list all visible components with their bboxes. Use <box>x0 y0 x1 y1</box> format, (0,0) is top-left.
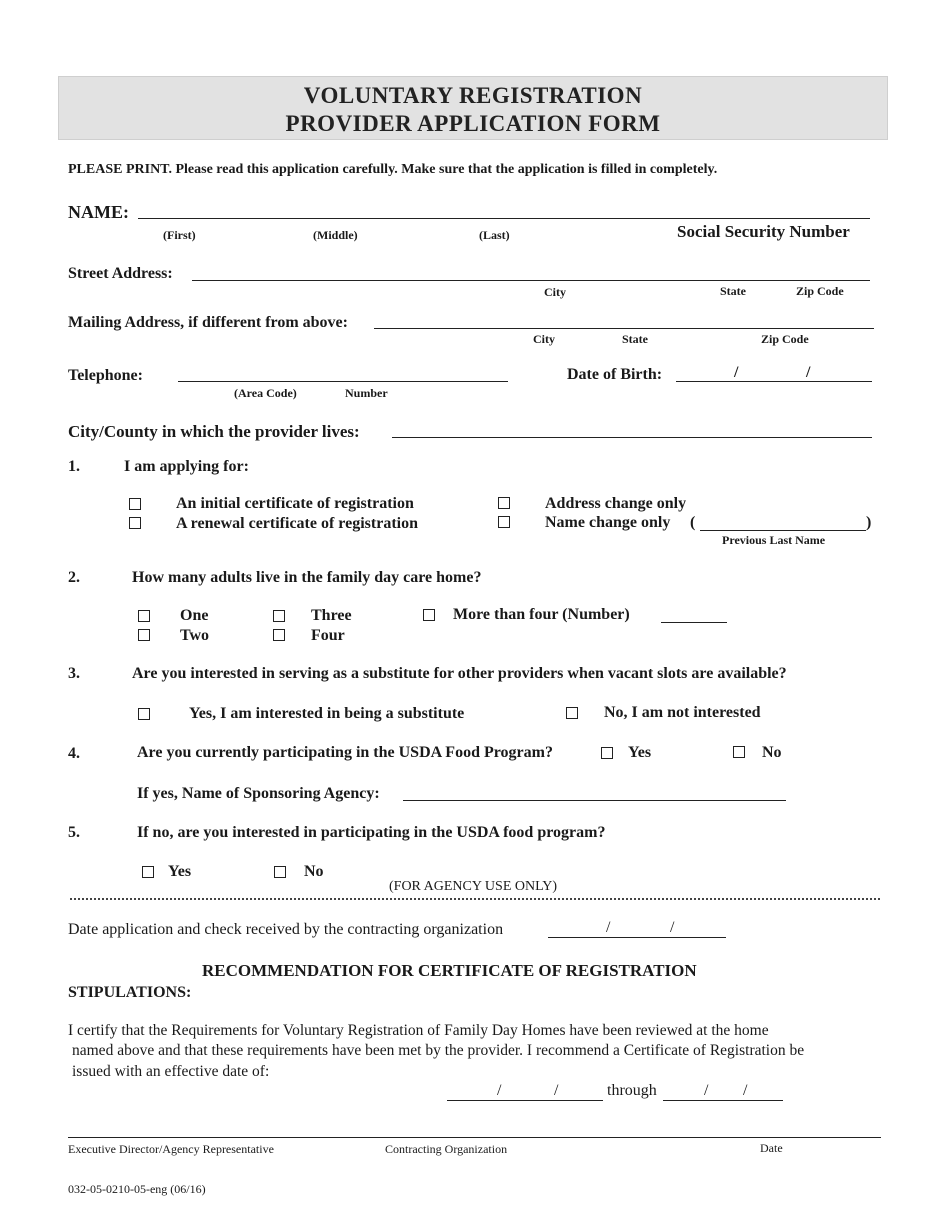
through-label: through <box>607 1082 657 1099</box>
opt-renewal-label: A renewal certificate of registration <box>176 515 418 532</box>
county-label: City/County in which the provider lives: <box>68 422 360 441</box>
opt-initial-label: An initial certificate of registration <box>176 495 414 512</box>
stipulations-label: STIPULATIONS: <box>68 984 192 1001</box>
recommendation-title: RECOMMENDATION FOR CERTIFICATE OF REGISTRATION <box>202 961 697 980</box>
q5-number: 5. <box>68 824 80 841</box>
substitute-yes-label: Yes, I am interested in being a substitute <box>189 705 465 722</box>
form-header <box>58 76 888 140</box>
dob-slash-2: / <box>806 364 811 381</box>
checkbox-food-yes[interactable] <box>142 866 154 878</box>
received-date-input-line[interactable] <box>548 937 726 938</box>
date-caption: Date <box>760 1141 783 1155</box>
street-state-caption: State <box>720 284 746 298</box>
paren-open: ( <box>690 514 696 531</box>
county-input-line[interactable] <box>392 437 872 438</box>
q3-number: 3. <box>68 665 80 682</box>
q4-number: 4. <box>68 745 80 762</box>
opt-three-label: Three <box>311 607 352 624</box>
street-address-label: Street Address: <box>68 265 173 282</box>
received-slash-2: / <box>670 919 675 936</box>
form-title-line2: PROVIDER APPLICATION FORM <box>285 111 661 136</box>
telephone-label: Telephone: <box>68 367 143 384</box>
opt-four-label: Four <box>311 627 345 644</box>
q2-number: 2. <box>68 569 80 586</box>
checkbox-usda-no[interactable] <box>733 746 745 758</box>
opt-more-label: More than four (Number) <box>453 606 630 623</box>
name-last-caption: (Last) <box>479 228 510 242</box>
mailing-address-input-line[interactable] <box>374 328 874 329</box>
effective-from-slash-1: / <box>497 1082 502 1099</box>
q2-text: How many adults live in the family day care home? <box>132 569 482 586</box>
mailing-state-caption: State <box>622 332 648 346</box>
previous-last-name-caption: Previous Last Name <box>722 533 826 547</box>
checkbox-substitute-yes[interactable] <box>138 708 150 720</box>
dob-slash-1: / <box>734 364 739 381</box>
more-than-four-number-input[interactable] <box>661 622 727 623</box>
street-city-caption: City <box>544 285 566 299</box>
q5-text: If no, are you interested in participating in the USDA food program? <box>137 824 606 841</box>
checkbox-initial[interactable] <box>129 498 141 510</box>
mailing-zip-caption: Zip Code <box>761 332 809 346</box>
effective-date-to-input[interactable] <box>663 1100 783 1101</box>
checkbox-three[interactable] <box>273 610 285 622</box>
checkbox-renewal[interactable] <box>129 517 141 529</box>
certify-line-2: named above and that these requirements have been met by the provider. I recommend a Certificate of Registration be <box>72 1042 805 1059</box>
food-no-label: No <box>304 863 324 880</box>
agency-divider <box>70 898 880 900</box>
opt-two-label: Two <box>180 627 210 644</box>
usda-no-label: No <box>762 744 782 761</box>
effective-to-slash-2: / <box>743 1082 748 1099</box>
usda-yes-label: Yes <box>628 744 652 761</box>
instructions: PLEASE PRINT. Please read this application carefully. Make sure that the application is filled in completely. <box>68 162 718 177</box>
q4-text: Are you currently participating in the USDA Food Program? <box>137 744 553 761</box>
name-middle-caption: (Middle) <box>313 228 358 242</box>
dob-label: Date of Birth: <box>567 366 663 383</box>
received-text: Date application and check received by the contracting organization <box>68 921 504 938</box>
effective-to-slash-1: / <box>704 1082 709 1099</box>
ssn-caption: Social Security Number <box>677 222 850 241</box>
certify-line-3: issued with an effective date of: <box>72 1063 270 1080</box>
executive-caption: Executive Director/Agency Representative <box>68 1142 274 1156</box>
street-zip-caption: Zip Code <box>796 284 844 298</box>
agency-use-caption: (FOR AGENCY USE ONLY) <box>389 879 558 894</box>
q3-text: Are you interested in serving as a substitute for other providers when vacant slots are available? <box>132 665 787 682</box>
checkbox-one[interactable] <box>138 610 150 622</box>
received-slash-1: / <box>606 919 611 936</box>
checkbox-usda-yes[interactable] <box>601 747 613 759</box>
checkbox-address-change[interactable] <box>498 497 510 509</box>
opt-address-label: Address change only <box>545 495 687 512</box>
paren-close: ) <box>866 514 872 531</box>
name-input-line[interactable] <box>138 218 870 219</box>
checkbox-food-no[interactable] <box>274 866 286 878</box>
sponsor-input-line[interactable] <box>403 800 786 801</box>
checkbox-substitute-no[interactable] <box>566 707 578 719</box>
opt-name-label: Name change only <box>545 514 671 531</box>
q1-text: I am applying for: <box>124 458 249 475</box>
opt-one-label: One <box>180 607 209 624</box>
dob-input-line[interactable] <box>676 381 872 382</box>
checkbox-name-change[interactable] <box>498 516 510 528</box>
mailing-address-label: Mailing Address, if different from above: <box>68 314 348 331</box>
name-label: NAME: <box>68 202 129 222</box>
mailing-city-caption: City <box>533 332 555 346</box>
signature-line[interactable] <box>68 1137 881 1138</box>
number-caption: Number <box>345 386 388 400</box>
sponsor-label: If yes, Name of Sponsoring Agency: <box>137 785 380 802</box>
effective-from-slash-2: / <box>554 1082 559 1099</box>
checkbox-two[interactable] <box>138 629 150 641</box>
area-code-caption: (Area Code) <box>234 386 297 400</box>
substitute-no-label: No, I am not interested <box>604 704 761 721</box>
food-yes-label: Yes <box>168 863 192 880</box>
form-title-line1: VOLUNTARY REGISTRATION <box>303 83 643 108</box>
organization-caption: Contracting Organization <box>385 1142 508 1156</box>
effective-date-from-input[interactable] <box>447 1100 603 1101</box>
checkbox-more-than-four[interactable] <box>423 609 435 621</box>
checkbox-four[interactable] <box>273 629 285 641</box>
previous-last-name-input-line[interactable] <box>700 530 866 531</box>
street-address-input-line[interactable] <box>192 280 870 281</box>
name-first-caption: (First) <box>163 228 196 242</box>
q1-number: 1. <box>68 458 80 475</box>
telephone-input-line[interactable] <box>178 381 508 382</box>
form-code: 032-05-0210-05-eng (06/16) <box>68 1182 206 1196</box>
certify-line-1: I certify that the Requirements for Voluntary Registration of Family Day Homes have been reviewed at the home <box>68 1022 769 1039</box>
